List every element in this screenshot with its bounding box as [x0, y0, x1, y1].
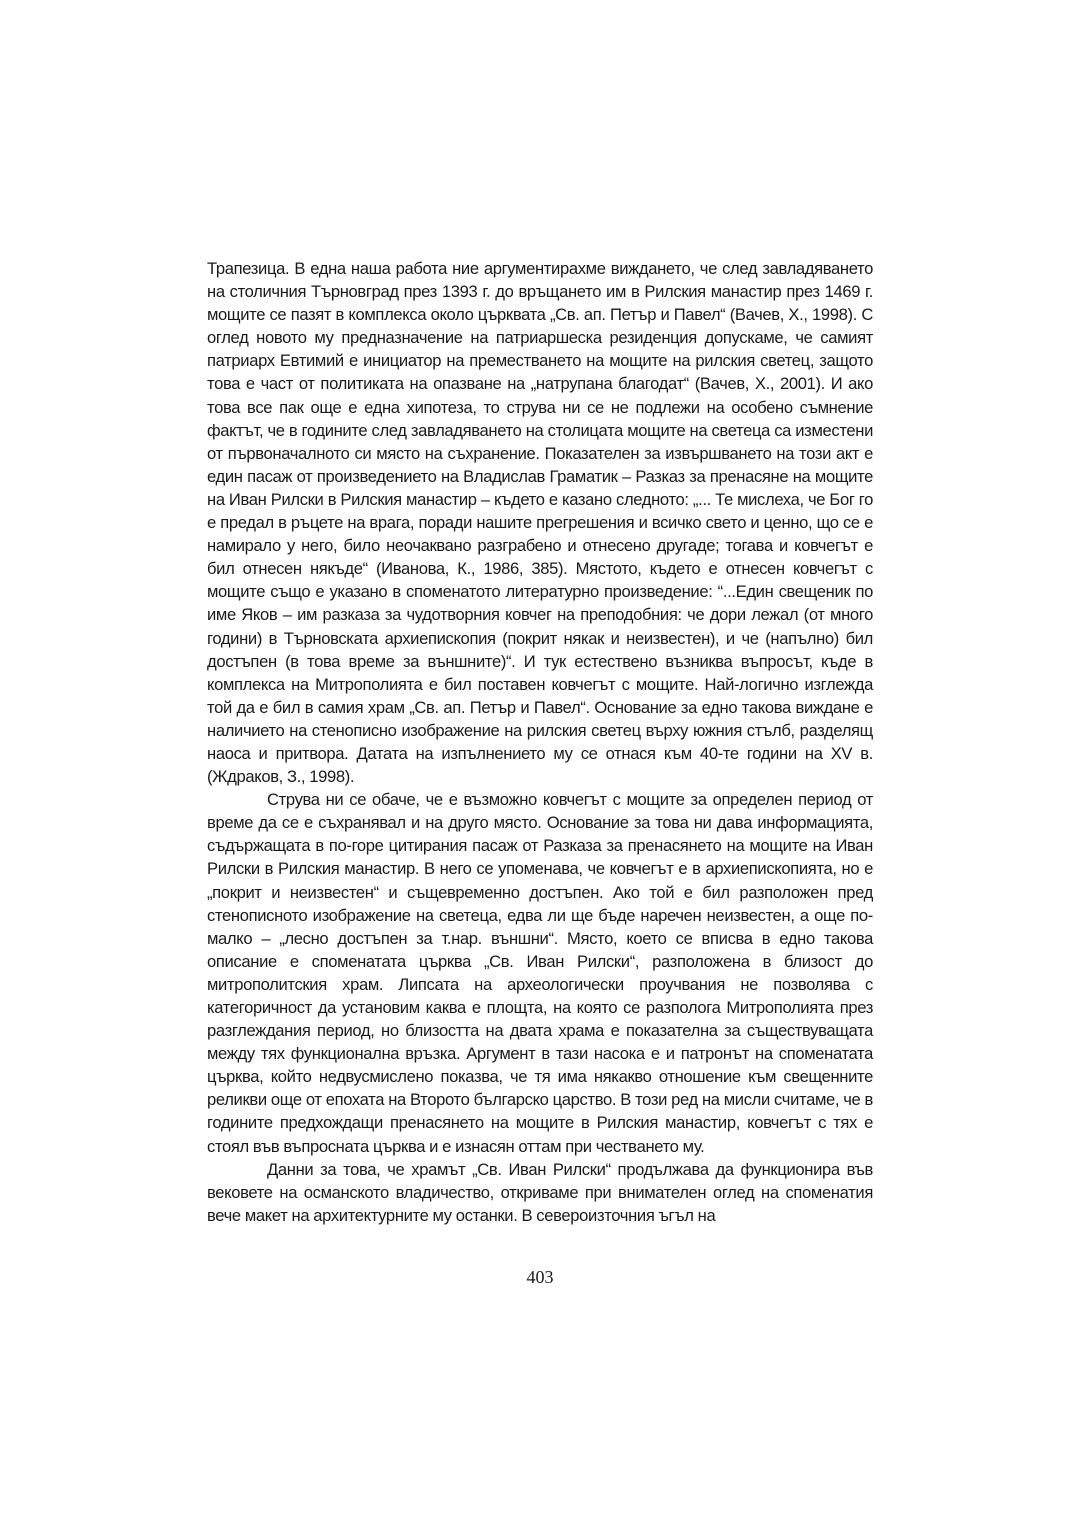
body-text	[207, 257, 873, 1227]
paragraph-1: Трапезица. В една наша работа ние аргументирахме вижданетo, че след завладяването на столичния Търновград през 1393 г. до връщането им в Рилския манастир през 1469 г. мощите се пазят в комплекса около църквата „Св. ап. Петър и Павел“ (Вачев, Х., 1998). С оглед новото му предназначение на патриаршеска резиденция допускаме, че самият патриарх Евтимий е инициатор на преместването на мощите на рилския светец, защото това е част от политиката на опазване на „натрупана благодат“ (Вачев, Х., 2001). И ако това все пак още е една хипотеза, то струва ни се не подлежи на особено съмнение фактът, че в годините след завладяването на столицата мощите на светеца са изместени от първоначалното си място на съхранение. Показателен за извършването на този акт е един пасаж от произведението на Владислав Граматик – Разказ за пренасяне на мощите на Иван Рилски в Рилския манастир – където е казано следното: „... Те мислеха, че Бог го е предал в ръцете на врага, поради нашите прегрешения и всичко свето и ценно, що се е намирало у него, било неочаквано разграбено и отнесено другаде; тогава и ковчегът е бил отнесен някъде“ (Иванова, К., 1986, 385). Мястото, където е отнесен ковчегът с мощите също е указано в споменатото литературно произведение: “...Един свещеник по име Яков – им разказа за чудотворния ковчег на преподобния: че дори лежал (от много години) в Търновската архиепископия (покрит някак и неизвестен), и че (напълно) бил достъпен (в това време за външните)“. И тук естествено възниква въпросът, къде в комплекса на Митрополията е бил поставен ковчегът с мощите. Най-логично изглежда той да е бил в самия храм „Св. ап. Петър и Павел“. Основание за едно такова виждане е наличието на стенописно изображение на рилския светец върху южния стълб, разделящ наоса и притвора. Датата на изпълнението му се отнася към 40-те години на XV в. (Ждраков, З., 1998).	[207, 259, 873, 787]
page-number: 403	[526, 1267, 554, 1287]
paragraph-3: Данни за това, че храмът „Св. Иван Рилски“ продължава да функционира във вековете на османското владичество, откриваме при внимателен оглед на споменатия вече макет на архитектурните му останки. В североизточния ъгъл на	[207, 1159, 873, 1225]
paragraph-2: Струва ни се обаче, че е възможно ковчегът с мощите за определен период от време да се е съхранявал и на друго място. Основание за това ни дава информацията, съдържащата в по-горе цитирания пасаж от Разказа за пренасянето на мощите на Иван Рилски в Рилския манастир. В него се упоменава, че ковчегът е в архиепископията, но е „покрит и неизвестен“ и същевременно достъпен. Ако той е бил разположен пред стенописното изображение на светеца, едва ли ще бъде наречен неизвестен, а още по-малко – „лесно достъпен за т.нар. външни“. Място, което се вписва в едно такова описание е споменатата църква „Св. Иван Рилски“, разположена в близост до митрополитския храм. Липсата на археологически проучвания не позволява с категоричност да установим каква е площта, на която се разполога Митрополията през разглеждания период, но близостта на двата храма е показателна за съществуващата между тях функционална връзка. Аргумент в тази насока е и патронът на споменатата църква, който недвусмислено показва, че тя има някакво отношение към свещенните реликви още от епохата на Второто българско царство. В този ред на мисли считаме, че в годините предхождащи пренасянето на мощите в Рилския манастир, ковчегът с тях е стоял във въпросната църква и е изнасян оттам при чествaнето му.	[207, 790, 873, 1156]
